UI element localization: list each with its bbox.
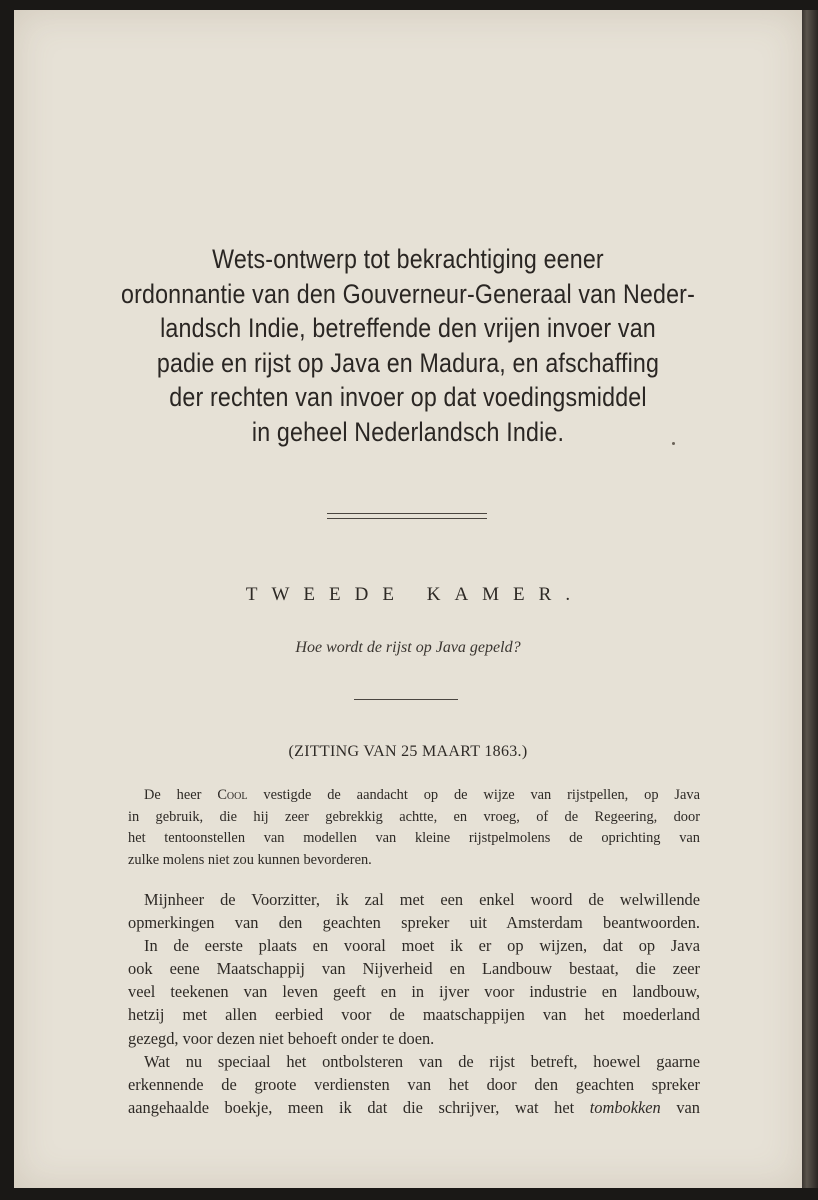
body-line: veel teekenen van leven geeft en in ijver voor industrie en landbouw, <box>128 982 700 1002</box>
session-date: (ZITTING VAN 25 MAART 1863.) <box>288 743 528 760</box>
summary-text: De heer <box>144 787 202 803</box>
title-line: der rechten van invoer op dat voedingsmiddel <box>169 382 647 412</box>
body-line: opmerkingen van den geachten spreker uit Amsterdam beantwoorden. <box>128 913 700 933</box>
double-rule-divider <box>327 513 487 519</box>
body-line: Wat nu speciaal het ontbolsteren van de rijst betreft, hoewel gaarne <box>144 1051 700 1071</box>
title-line: Wets-ontwerp tot bekrachtiging eener <box>212 244 604 274</box>
title-line: ordonnantie van den Gouverneur-Generaal van Neder- <box>121 278 695 309</box>
speaker-name: Cool <box>217 787 248 803</box>
title-line: padie en rijst op Java en Madura, en afschaffing <box>156 347 660 378</box>
summary-paragraph <box>128 785 700 871</box>
body-line <box>128 1096 700 1119</box>
summary-text: vestigde de aandacht op de wijze van rijstpellen, op Java <box>263 787 701 803</box>
body-line: hetzij met allen eerbied voor de maatschappijen van het moederland <box>128 1005 700 1025</box>
page-edge-shadow <box>802 10 818 1188</box>
body-line: erkennende de groote verdiensten van het door den geachten spreker <box>128 1074 700 1094</box>
ink-speck <box>672 442 675 445</box>
document-page <box>14 10 802 1188</box>
body-line: In de eerste plaats en vooral moet ik er op wijzen, dat op Java <box>144 936 700 956</box>
summary-line: in gebruik, die hij zeer gebrekkig achtte, en vroeg, of de Regeering, door <box>128 808 700 825</box>
body-line: Mijnheer de Voorzitter, ik zal met een enkel woord de welwillende <box>144 890 700 909</box>
speech-body <box>128 888 700 1119</box>
single-rule-divider <box>354 699 458 700</box>
summary-line: zulke molens niet zou kunnen bevorderen. <box>128 851 372 868</box>
body-text: van <box>676 1097 700 1117</box>
body-line: gezegd, voor dezen niet behoeft onder te doen. <box>128 1028 435 1048</box>
summary-line: het tentoonstellen van modellen van kleine rijstpelmolens de oprichting van <box>128 830 700 846</box>
body-line: ook eene Maatschappij van Nijverheid en Landbouw bestaat, die zeer <box>128 959 700 979</box>
title-line: landsch Indie, betreffende den vrijen invoer van <box>160 313 656 343</box>
summary-line <box>128 785 700 807</box>
document-title <box>69 242 747 449</box>
section-subheading: Hoe wordt de rijst op Java gepeld? <box>295 639 521 656</box>
body-text: aangehaalde boekje, meen ik dat die schrijver, wat het <box>128 1097 575 1117</box>
chamber-heading: TWEEDE KAMER. <box>245 584 585 605</box>
italic-term: tombokken <box>589 1097 661 1117</box>
title-line: in geheel Nederlandsch Indie. <box>251 416 565 447</box>
